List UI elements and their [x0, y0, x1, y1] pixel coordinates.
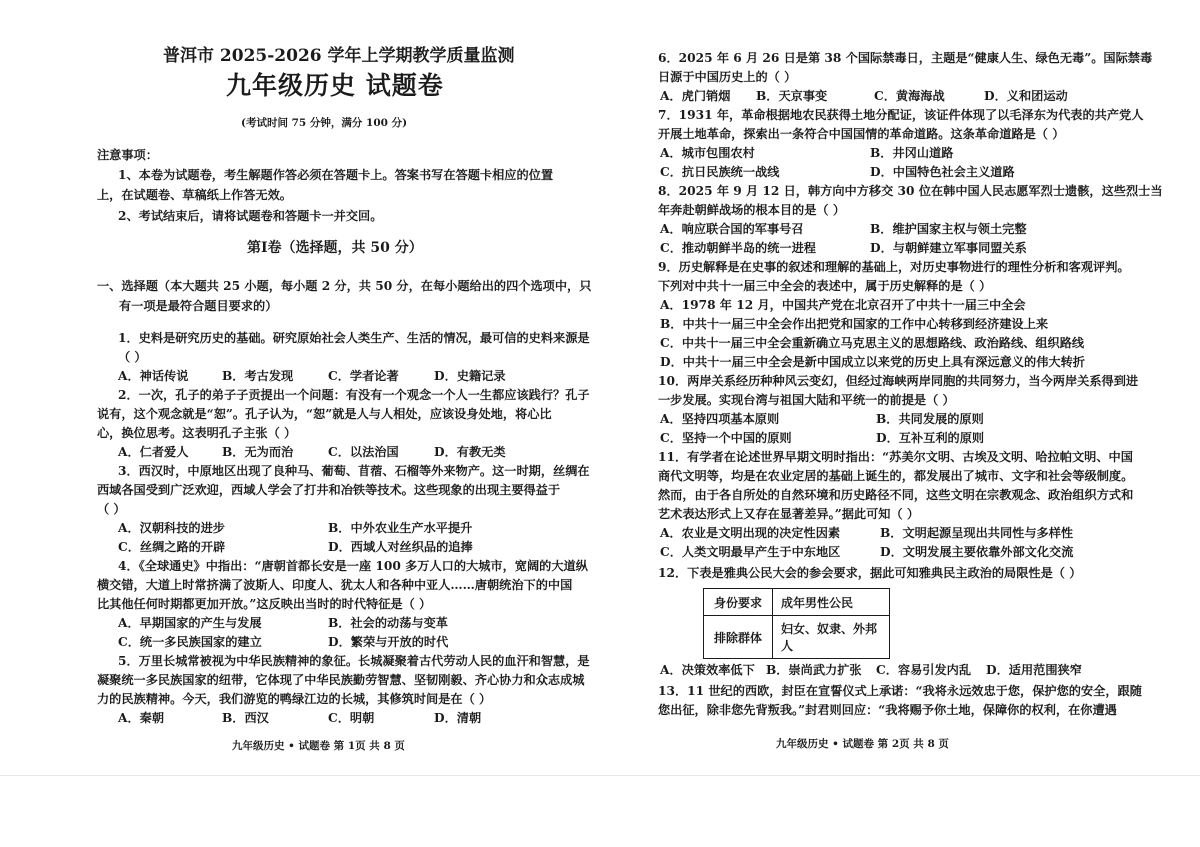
- option: B．天京事变: [756, 89, 828, 103]
- option: D．义和团运动: [984, 89, 1068, 103]
- option: C．抗日民族统一战线: [660, 165, 780, 179]
- question-7: 7．1931 年，革命根据地农民获得土地分配证，该证件体现了以毛泽东为代表的共产党人: [658, 108, 1144, 122]
- page-footer: 九年级历史 • 试题卷 第 2页 共 8 页: [776, 738, 949, 750]
- option: B．崇尚武力扩张: [766, 663, 862, 677]
- option: B．维护国家主权与领土完整: [870, 222, 1027, 236]
- question-12: 12．下表是雅典公民大会的参会要求，据此可知雅典民主政治的局限性是（ ）: [658, 566, 1082, 580]
- option: A．神话传说: [118, 369, 189, 383]
- option: B．文明起源呈现出共同性与多样性: [880, 526, 1074, 540]
- option: D．西域人对丝织品的追捧: [328, 540, 473, 554]
- option: C．推动朝鲜半岛的统一进程: [660, 241, 816, 255]
- question-4: 比其他任何时期都更加开放。”这反映出当时的时代特征是（ ）: [97, 597, 432, 611]
- exam-info: (考试时间 75 分钟，满分 100 分): [241, 117, 408, 129]
- question-11: 11．有学者在论述世界早期文明时指出：“苏美尔文明、古埃及文明、哈拉帕文明、中国: [658, 450, 1133, 464]
- question-4: 横交错，大道上时常挤满了波斯人、印度人、犹太人和各种中亚人……唐朝统治下的中国: [97, 578, 573, 592]
- option: A．秦朝: [118, 711, 165, 725]
- question-10: 一步发展。实现台湾与祖国大陆和平统一的前提是（ ）: [658, 393, 955, 407]
- option: D．史籍记录: [434, 369, 506, 383]
- question-2: 2．一次，孔子的弟子子贡提出一个问题：有没有一个观念一个人一生都应该践行？孔子: [118, 388, 590, 402]
- page-footer: 九年级历史 • 试题卷 第 1页 共 8 页: [232, 740, 405, 752]
- table-row: [704, 616, 890, 659]
- option: A．虎门销烟: [660, 89, 731, 103]
- option: C．学者论著: [328, 369, 399, 383]
- option: B．社会的动荡与变革: [328, 616, 448, 630]
- question-13: 13．11 世纪的西欧，封臣在宣誓仪式上承诺：“我将永远效忠于您，保护您的安全，跟随: [658, 684, 1142, 698]
- question-3: 西域各国受到广泛欢迎，西域人学会了打井和冶铁等技术。这些现象的出现主要得益于: [97, 483, 561, 497]
- option: B．中外农业生产水平提升: [328, 521, 473, 535]
- option: A．汉朝科技的进步: [118, 521, 225, 535]
- question-9: 下列对中共十一届三中全会的表述中，属于历史解释的是（ ）: [658, 279, 992, 293]
- option: D．互补互利的原则: [876, 431, 985, 445]
- option: D．适用范围狭窄: [986, 663, 1082, 677]
- question-1: 1．史料是研究历史的基础。研究原始社会人类生产、生活的情况，最可信的史料来源是: [118, 331, 590, 345]
- question-8: 年奔赴朝鲜战场的根本目的是（ ）: [658, 203, 846, 217]
- option: B．中共十一届三中全会作出把党和国家的工作中心转移到经济建设上来: [660, 317, 1049, 331]
- option: B．共同发展的原则: [876, 412, 984, 426]
- part-heading: 第Ⅰ卷（选择题，共 50 分）: [247, 240, 423, 256]
- notice-heading: 注意事项：: [97, 148, 158, 162]
- option: C．明朝: [328, 711, 375, 725]
- question-10: 10．两岸关系经历种种风云变幻，但经过海峡两岸同胞的共同努力，当今两岸关系得到进: [658, 374, 1139, 388]
- question-5: 5．万里长城常被视为中华民族精神的象征。长城凝聚着古代劳动人民的血汗和智慧，是: [118, 654, 590, 668]
- table-row: [704, 589, 890, 616]
- notice-line: 上，在试题卷、草稿纸上作答无效。: [97, 188, 292, 202]
- option: D．有教无类: [434, 445, 506, 459]
- question-3: 3．西汉时，中原地区出现了良种马、葡萄、苜蓿、石榴等外来物产。这一时期，丝绸在: [118, 464, 590, 478]
- option: D．中共十一届三中全会是新中国成立以来党的历史上具有深远意义的伟大转折: [660, 355, 1085, 369]
- assembly-requirements-table: [703, 588, 890, 659]
- option: C．人类文明最早产生于中东地区: [660, 545, 841, 559]
- question-7: 开展土地革命，探索出一条符合中国国情的革命道路。这条革命道路是（ ）: [658, 127, 1065, 141]
- question-5: 凝聚统一多民族国家的纽带，它体现了中华民族勤劳智慧、坚韧刚毅、齐心协力和众志成城: [97, 673, 585, 687]
- option: B．井冈山道路: [870, 146, 954, 160]
- option: D．与朝鲜建立军事同盟关系: [870, 241, 1027, 255]
- notice-line: 2、考试结束后，请将试题卷和答题卡一并交回。: [118, 209, 383, 223]
- question-11: 艺术表达形式上又存在显著差异。”据此可知（ ）: [658, 507, 920, 521]
- notice-line: 1、本卷为试题卷，考生解题作答必须在答题卡上。答案书写在答题卡相应的位置: [118, 168, 554, 182]
- option: A．仁者爱人: [118, 445, 189, 459]
- question-5: 力的民族精神。今天，我们游览的鸭绿江边的长城，其修筑时间是在（ ）: [97, 692, 492, 706]
- question-11: 商代文明等，均是在农业定居的基础上诞生的，都发展出了城市、文字和社会等级制度。: [658, 469, 1134, 483]
- question-9: 9．历史解释是在史事的叙述和理解的基础上，对历史事物进行的理性分析和客观评判。: [658, 260, 1130, 274]
- question-4: 4．《全球通史》中指出：“唐朝首都长安是一座 100 多万人口的大城市，宽阔的大道纵: [118, 559, 588, 573]
- option: D．繁荣与开放的时代: [328, 635, 449, 649]
- table-cell: 身份要求: [704, 589, 773, 616]
- question-1-bracket: （ ）: [118, 350, 147, 364]
- question-13: 您出征，除非您先背叛我。”封君则回应：“我将赐予你土地，保障你的权利，在你遭遇: [658, 703, 1117, 717]
- option: A．农业是文明出现的决定性因素: [660, 526, 841, 540]
- question-2: 说有，这个观念就是“恕”。孔子认为，“恕”就是人与人相处，应该设身处地，将心比: [97, 407, 552, 421]
- question-11: 然而，由于各自所处的自然环境和历史路径不同，这些文明在宗教观念、政治组织方式和: [658, 488, 1134, 502]
- table-cell: 排除群体: [704, 616, 773, 659]
- option: D．清朝: [434, 711, 482, 725]
- question-6: 6．2025 年 6 月 26 日是第 38 个国际禁毒日，主题是“健康人生、绿色无毒”。国际禁毒: [658, 51, 1153, 65]
- option: C．统一多民族国家的建立: [118, 635, 262, 649]
- option: C．黄海海战: [874, 89, 945, 103]
- exam-subtitle: 九年级历史 试题卷: [226, 71, 444, 100]
- option: C．丝绸之路的开辟: [118, 540, 226, 554]
- section-instruction: 一、选择题（本大题共 25 小题，每小题 2 分，共 50 分，在每小题给出的四个选项中，只: [97, 279, 592, 293]
- table-cell: 妇女、奴隶、外邦人: [773, 616, 890, 659]
- option: B．西汉: [222, 711, 269, 725]
- question-2: 心，换位思考。这表明孔子主张（ ）: [97, 426, 297, 440]
- exam-title: 普洱市 2025-2026 学年上学期教学质量监测: [163, 46, 515, 66]
- option: A．响应联合国的军事号召: [660, 222, 804, 236]
- option: B．考古发现: [222, 369, 294, 383]
- option: C．中共十一届三中全会重新确立马克思主义的思想路线、政治路线、组织路线: [660, 336, 1085, 350]
- question-3: （ ）: [97, 502, 126, 516]
- exam-page-2: [600, 0, 1200, 847]
- option: A．决策效率低下: [660, 663, 755, 677]
- scan-edge-divider: [0, 775, 1200, 776]
- option: C．坚持一个中国的原则: [660, 431, 792, 445]
- option: C．以法治国: [328, 445, 399, 459]
- option: A．城市包围农村: [660, 146, 755, 160]
- question-8: 8．2025 年 9 月 12 日，韩方向中方移交 30 位在韩中国人民志愿军烈士遗骸，这些烈士当: [658, 184, 1163, 198]
- option: D．中国特色社会主义道路: [870, 165, 1015, 179]
- question-6: 日源于中国历史上的（ ）: [658, 70, 797, 84]
- option: D．文明发展主要依靠外部文化交流: [880, 545, 1074, 559]
- option: B．无为而治: [222, 445, 294, 459]
- section-instruction: 有一项是最符合题目要求的）: [119, 299, 278, 313]
- option: A．早期国家的产生与发展: [118, 616, 262, 630]
- table-cell: 成年男性公民: [773, 589, 890, 616]
- option: A．坚持四项基本原则: [660, 412, 780, 426]
- option: A．1978 年 12 月，中国共产党在北京召开了中共十一届三中全会: [660, 298, 1026, 312]
- option: C．容易引发内乱: [876, 663, 972, 677]
